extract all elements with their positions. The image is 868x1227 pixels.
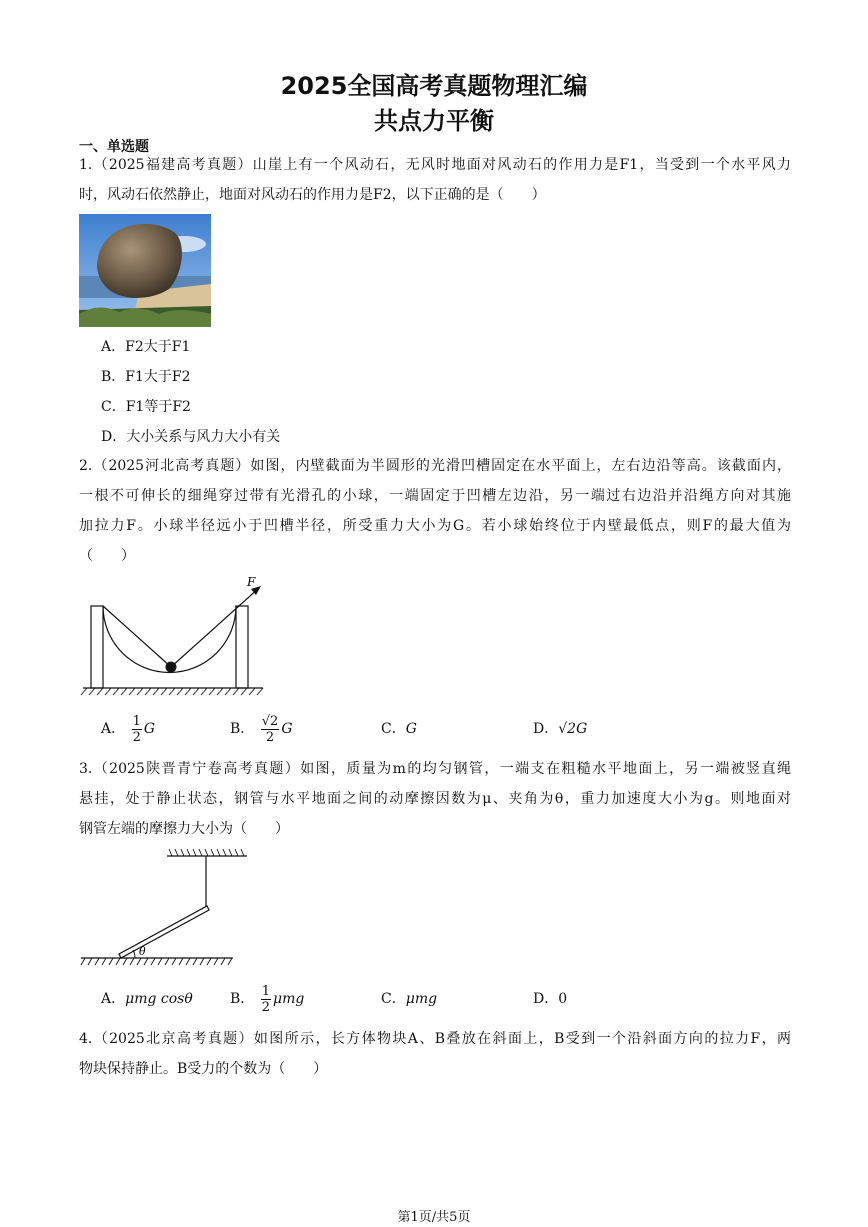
- q2-option-c: [381, 712, 417, 746]
- q1-option-b: B．F1大于F2: [101, 369, 191, 385]
- q3-option-b-num: 1: [261, 983, 271, 999]
- q2-option-b-fraction: [261, 714, 280, 745]
- q2-text-line-4: （ ）: [79, 548, 135, 564]
- page-title: 2025全国高考真题物理汇编: [280, 72, 588, 100]
- q2-option-a-label: A．: [101, 721, 126, 737]
- q2-option-a: [101, 712, 155, 746]
- q3-option-c-val: μmg: [405, 991, 438, 1007]
- q2-option-b: [230, 712, 293, 746]
- q3-option-b-var: μmg: [273, 991, 305, 1007]
- q2-option-c-label: C．: [381, 721, 406, 737]
- q3-option-d: [533, 982, 567, 1016]
- q2-text-line-2: 一根不可伸长的细绳穿过带有光滑孔的小球，一端固定于凹槽左边沿，另一端过右边沿并沿绳方向对其施: [79, 488, 791, 504]
- q1-option-d: D．大小关系与风力大小有关: [101, 429, 281, 445]
- page-subtitle: 共点力平衡: [374, 107, 494, 135]
- section-heading: 一、单选题: [79, 139, 149, 155]
- q3-option-a-label: A．: [101, 991, 126, 1007]
- q1-option-c: C．F1等于F2: [101, 399, 191, 415]
- q3-option-b-den: 2: [261, 999, 271, 1015]
- q3-option-b-fraction: [261, 984, 271, 1015]
- q3-text-line-3: 钢管左端的摩擦力大小为（ ）: [79, 821, 289, 837]
- q1-option-a: A．F2大于F1: [101, 339, 191, 355]
- q2-option-a-var: G: [143, 721, 156, 737]
- q2-option-c-var: G: [405, 721, 417, 737]
- q2-option-a-num: 1: [132, 713, 141, 729]
- q3-option-d-val: 0: [558, 991, 568, 1007]
- q2-option-b-den: 2: [265, 729, 275, 745]
- q2-figure-force-label: F: [247, 575, 256, 589]
- q4-text-line-1: 4.（2025北京高考真题）如图所示，长方体物块A、B叠放在斜面上，B受到一个沿斜面方向的拉力F，两: [79, 1031, 791, 1047]
- q3-option-b: [230, 982, 304, 1016]
- q2-option-b-num: √2: [261, 713, 279, 729]
- q3-option-a: [101, 982, 193, 1016]
- q3-steel-pipe-diagram: [79, 846, 249, 970]
- q2-option-b-var: G: [281, 721, 293, 737]
- q1-text-line-1: 1.（2025福建高考真题）山崖上有一个风动石，无风时地面对风动石的作用力是F1，当受到一个水平风力: [79, 157, 791, 173]
- q2-option-b-label: B．: [230, 721, 255, 737]
- page-footer: 第1页/共5页: [397, 1210, 471, 1225]
- q3-option-c-label: C．: [381, 991, 406, 1007]
- q3-text-line-2: 悬挂，处于静止状态，钢管与水平地面之间的动摩擦因数为μ、夹角为θ，重力加速度大小为g。则地面对: [79, 791, 791, 807]
- q4-text-line-2: 物块保持静止。B受力的个数为（ ）: [79, 1061, 328, 1077]
- q1-text-line-2: 时，风动石依然静止，地面对风动石的作用力是F2，以下正确的是（ ）: [79, 187, 546, 203]
- q3-option-b-label: B．: [230, 991, 255, 1007]
- q1-wind-rock-photo: [79, 214, 211, 327]
- q2-option-a-fraction: [132, 714, 142, 745]
- q3-figure-angle-label: θ: [139, 945, 146, 958]
- q2-option-d-label: D．: [533, 721, 559, 737]
- q2-text-line-1: 2.（2025河北高考真题）如图，内壁截面为半圆形的光滑凹槽固定在水平面上，左右边沿等高。该截面内，: [79, 458, 791, 474]
- q3-text-line-1: 3.（2025陕晋青宁卷高考真题）如图，质量为m的均匀钢管，一端支在粗糙水平地面上，另一端被竖直绳: [79, 761, 791, 777]
- q3-option-a-val: μmg cosθ: [125, 991, 193, 1007]
- q2-groove-diagram: [79, 572, 269, 697]
- q2-text-line-3: 加拉力F。小球半径远小于凹槽半径，所受重力大小为G。若小球始终位于内壁最低点，则F的最大值为: [79, 518, 791, 534]
- q2-option-d-val: √2G: [558, 721, 588, 737]
- q3-option-c: [381, 982, 437, 1016]
- q3-option-d-label: D．: [533, 991, 559, 1007]
- q2-option-a-den: 2: [132, 729, 141, 745]
- q2-option-d: [533, 712, 587, 746]
